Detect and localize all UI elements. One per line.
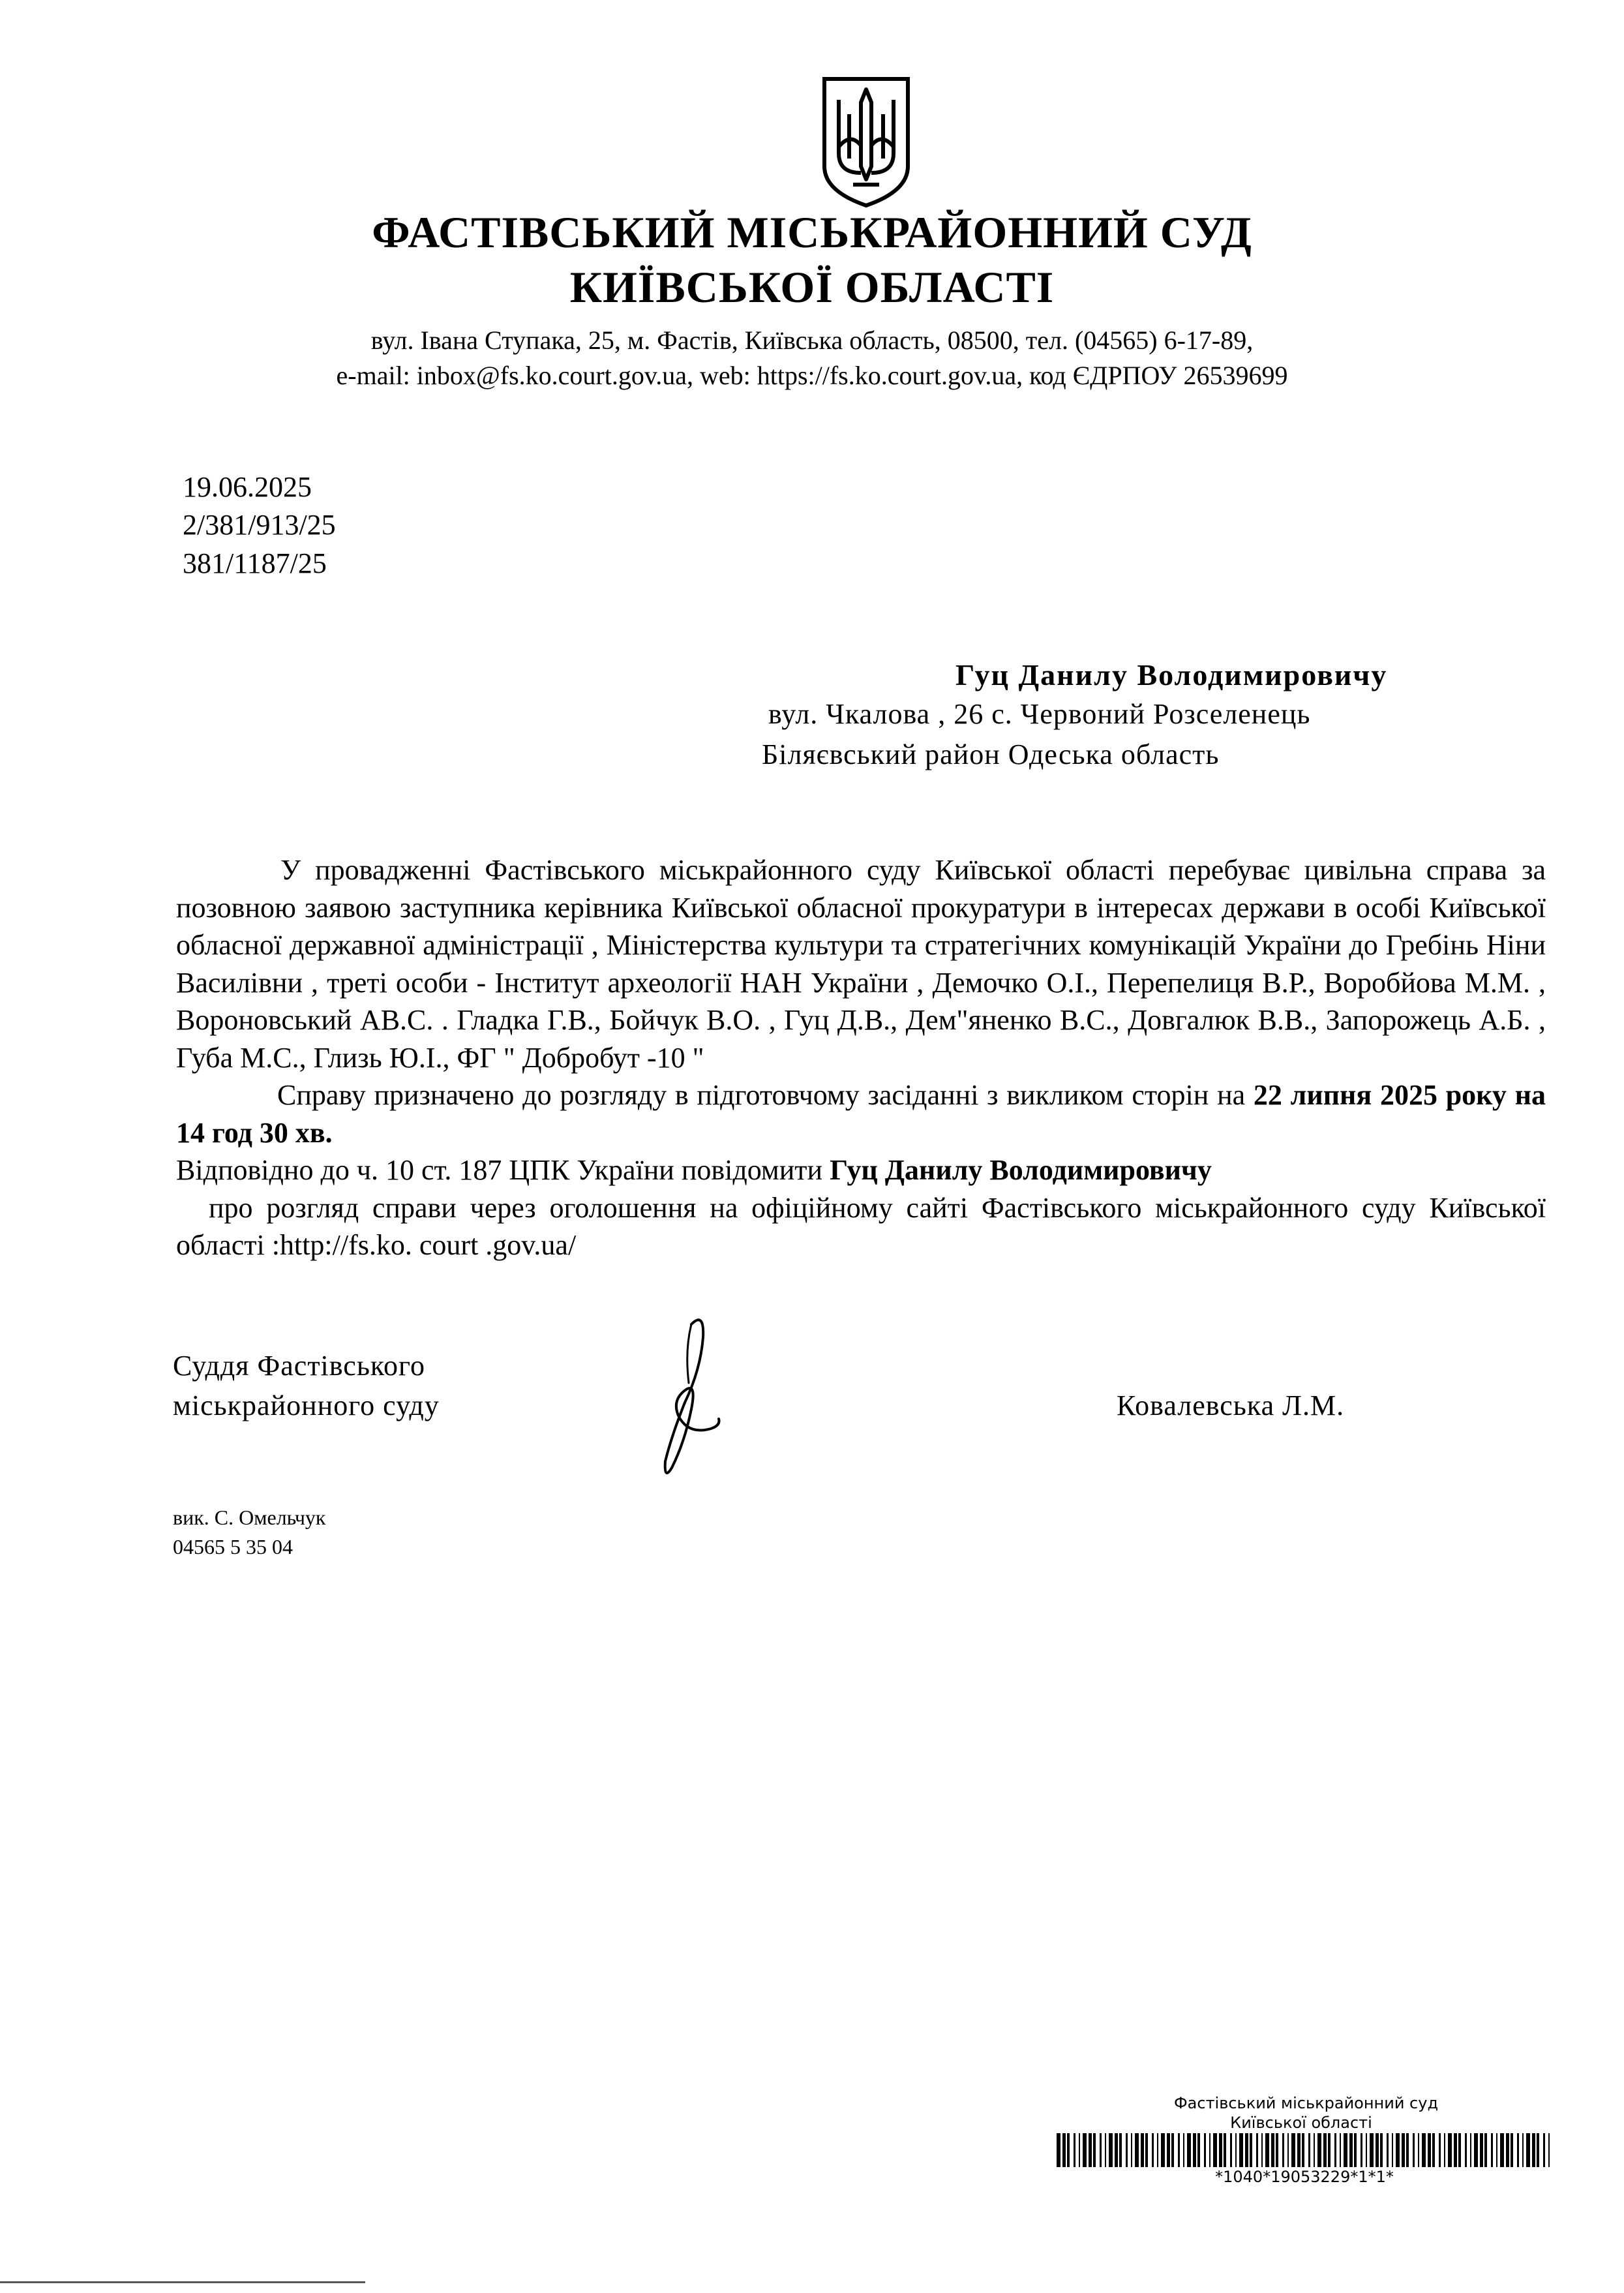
barcode-bar — [1187, 2133, 1191, 2167]
barcode-bar — [1079, 2133, 1080, 2167]
barcode-bar — [1406, 2133, 1409, 2167]
judge-title-line2: міськрайонного суду — [173, 1389, 440, 1421]
barcode-bar — [1396, 2133, 1400, 2167]
barcode-bar — [1213, 2133, 1217, 2167]
stamp-region: Київської області — [1230, 2114, 1372, 2132]
court-name-line2: КИЇВСЬКОЇ ОБЛАСТІ — [569, 262, 1055, 312]
barcode-bar — [1178, 2133, 1180, 2167]
barcode-bar — [1344, 2133, 1347, 2167]
barcode-bar — [1197, 2133, 1200, 2167]
barcode-bar — [1115, 2133, 1118, 2167]
executor-name: вик. С. Омельчук — [173, 1506, 326, 1529]
barcode-bar — [1548, 2133, 1550, 2167]
case-description: У провадженні Фастівського міськрайонного суду Київської області перебуває цивільна справа за позовною заявою заступника керівника Київської обласної прокуратури в інтересах держави в особі Київської обласної державної адміністрації , Міністерства культури та стратегічних комунікацій України до Гребінь Ніни Василівни , треті особи - Інститут археології НАН України , Демочко О.І., Перепелиця В.Р., Воробйова М.М. , Вороновський АВ.С. . Гладка Г.В., Бойчук В.О. , Гуц Д.В., Дем"яненко В.С., Довгалюк В.В., Запорожець А.Б. , Губа М.С., Глизь Ю.І., ФГ " Добробут -10 " — [176, 854, 1546, 1074]
barcode-bar — [1428, 2133, 1431, 2167]
barcode-bar — [1458, 2133, 1461, 2167]
barcode-bar — [1161, 2133, 1165, 2167]
barcode-bar — [1119, 2133, 1122, 2167]
barcode-bar — [1276, 2133, 1278, 2167]
court-address: вул. Івана Ступака, 25, м. Фастів, Київська область, 08500, тел. (04565) 6-17-89, — [370, 326, 1254, 355]
barcode-bar — [1224, 2133, 1226, 2167]
barcode-bar — [1413, 2133, 1415, 2167]
barcode-bar — [1291, 2133, 1295, 2167]
barcode-bar — [1317, 2133, 1321, 2167]
court-contacts: e-mail: inbox@fs.ko.court.gov.ua, web: https://fs.ko.court.gov.ua, код ЄДРПОУ 26539699 — [336, 361, 1288, 390]
barcode-bar — [1131, 2133, 1132, 2167]
barcode-bar — [1354, 2133, 1357, 2167]
scan-edge-line — [0, 2281, 365, 2283]
barcode-bar — [1387, 2133, 1389, 2167]
barcode-code: *1040*19053229*1*1* — [1215, 2168, 1394, 2186]
handwritten-signature-icon — [646, 1311, 730, 1481]
hearing-notice — [176, 1076, 1546, 1151]
barcode-bar — [1141, 2133, 1144, 2167]
barcode-bar — [1171, 2133, 1174, 2167]
barcode-bar — [1308, 2133, 1310, 2167]
barcode-bar — [1532, 2133, 1535, 2167]
barcode-bar — [1157, 2133, 1158, 2167]
barcode-bar — [1145, 2133, 1148, 2167]
letter-date: 19.06.2025 — [183, 471, 312, 503]
barcode-bar — [1261, 2133, 1263, 2167]
barcode-bar — [1380, 2133, 1383, 2167]
barcode-bar — [1239, 2133, 1243, 2167]
barcode-bar — [1265, 2133, 1269, 2167]
barcode-bar — [1366, 2133, 1367, 2167]
barcode-bar — [1470, 2133, 1471, 2167]
tryzub-coat-of-arms-icon — [820, 75, 912, 209]
barcode-bar — [1105, 2133, 1106, 2167]
barcode-bar — [1496, 2133, 1497, 2167]
executor-phone: 04565 5 35 04 — [173, 1535, 293, 1558]
barcode-bar — [1057, 2133, 1060, 2167]
judge-name: Ковалевська Л.М. — [1117, 1389, 1345, 1421]
barcode-bar — [1392, 2133, 1393, 2167]
barcode-bar — [1100, 2133, 1102, 2167]
barcode-bar — [1511, 2133, 1513, 2167]
barcode-bar — [1074, 2133, 1075, 2167]
barcode-bar — [1193, 2133, 1196, 2167]
barcode-bar — [1093, 2133, 1096, 2167]
barcode-bar — [1219, 2133, 1222, 2167]
barcode-bar — [1126, 2133, 1128, 2167]
barcode-bar — [1474, 2133, 1478, 2167]
barcode-icon — [1057, 2133, 1552, 2167]
barcode-bar — [1465, 2133, 1467, 2167]
barcode-bar — [1376, 2133, 1379, 2167]
barcode-bar — [1340, 2133, 1341, 2167]
barcode-bar — [1256, 2133, 1258, 2167]
legal-basis-text: Відповідно до ч. 10 ст. 187 ЦПК України повідомити — [176, 1154, 830, 1186]
barcode-bar — [1506, 2133, 1509, 2167]
barcode-bar — [1067, 2133, 1070, 2167]
stamp-court-name: Фастівський міськрайонний суд — [1174, 2094, 1439, 2112]
barcode-bar — [1418, 2133, 1419, 2167]
barcode-bar — [1537, 2133, 1539, 2167]
barcode-bar — [1422, 2133, 1426, 2167]
proceeding-number: 381/1187/25 — [183, 547, 327, 579]
barcode-bar — [1297, 2133, 1301, 2167]
barcode-bar — [1314, 2133, 1315, 2167]
barcode-bar — [1484, 2133, 1487, 2167]
barcode-bar — [1454, 2133, 1457, 2167]
barcode-bar — [1370, 2133, 1374, 2167]
barcode-bar — [1323, 2133, 1327, 2167]
barcode-bar — [1282, 2133, 1284, 2167]
barcode-bar — [1402, 2133, 1405, 2167]
barcode-bar — [1500, 2133, 1504, 2167]
barcode-bar — [1491, 2133, 1493, 2167]
barcode-bar — [1328, 2133, 1331, 2167]
addressee-region: Біляєвський район Одеська область — [762, 738, 1220, 770]
barcode-bar — [1526, 2133, 1530, 2167]
barcode-bar — [1361, 2133, 1362, 2167]
barcode-bar — [1135, 2133, 1139, 2167]
barcode-bar — [1062, 2133, 1066, 2167]
hearing-notice-text: Справу призначено до розгляду в підготовчому засіданні з викликом сторін на — [277, 1079, 1254, 1111]
barcode-bar — [1089, 2133, 1092, 2167]
barcode-bar — [1183, 2133, 1184, 2167]
court-name-line1: ФАСТІВСЬКИЙ МІСЬКРАЙОННИЙ СУД — [372, 207, 1252, 257]
barcode-bar — [1230, 2133, 1232, 2167]
barcode-bar — [1349, 2133, 1353, 2167]
barcode-bar — [1250, 2133, 1252, 2167]
notified-person: Гуц Данилу Володимировичу — [830, 1154, 1212, 1186]
barcode-bar — [1522, 2133, 1524, 2167]
barcode-bar — [1444, 2133, 1445, 2167]
barcode-bar — [1083, 2133, 1087, 2167]
barcode-bar — [1204, 2133, 1206, 2167]
barcode-bar — [1480, 2133, 1483, 2167]
addressee-street: вул. Чкалова , 26 с. Червоний Розселенець — [768, 698, 1311, 730]
barcode-bar — [1245, 2133, 1248, 2167]
barcode-bar — [1432, 2133, 1435, 2167]
judge-title-line1: Суддя Фастівського — [173, 1350, 425, 1382]
legal-basis — [176, 1151, 1546, 1189]
barcode-bar — [1235, 2133, 1237, 2167]
barcode-bar — [1271, 2133, 1274, 2167]
barcode-bar — [1109, 2133, 1113, 2167]
barcode-bar — [1287, 2133, 1289, 2167]
letter-body — [176, 851, 1546, 1264]
case-number: 2/381/913/25 — [183, 509, 336, 541]
barcode-bar — [1167, 2133, 1170, 2167]
hearing-datetime: 22 липня 2025 року на 14 год 30 хв. — [176, 1079, 1546, 1149]
barcode-bar — [1334, 2133, 1336, 2167]
barcode-bar — [1209, 2133, 1210, 2167]
publication-notice: про розгляд справи через оголошення на офіційному сайті Фастівського міськрайонного суду Київської області :http://fs.ko. court .gov.ua/ — [176, 1191, 1546, 1261]
barcode-bar — [1152, 2133, 1154, 2167]
barcode-bar — [1543, 2133, 1545, 2167]
barcode-bar — [1302, 2133, 1304, 2167]
barcode-bar — [1517, 2133, 1519, 2167]
barcode-bar — [1439, 2133, 1441, 2167]
barcode-bar — [1448, 2133, 1452, 2167]
addressee-name: Гуц Данилу Володимировичу — [955, 658, 1388, 691]
